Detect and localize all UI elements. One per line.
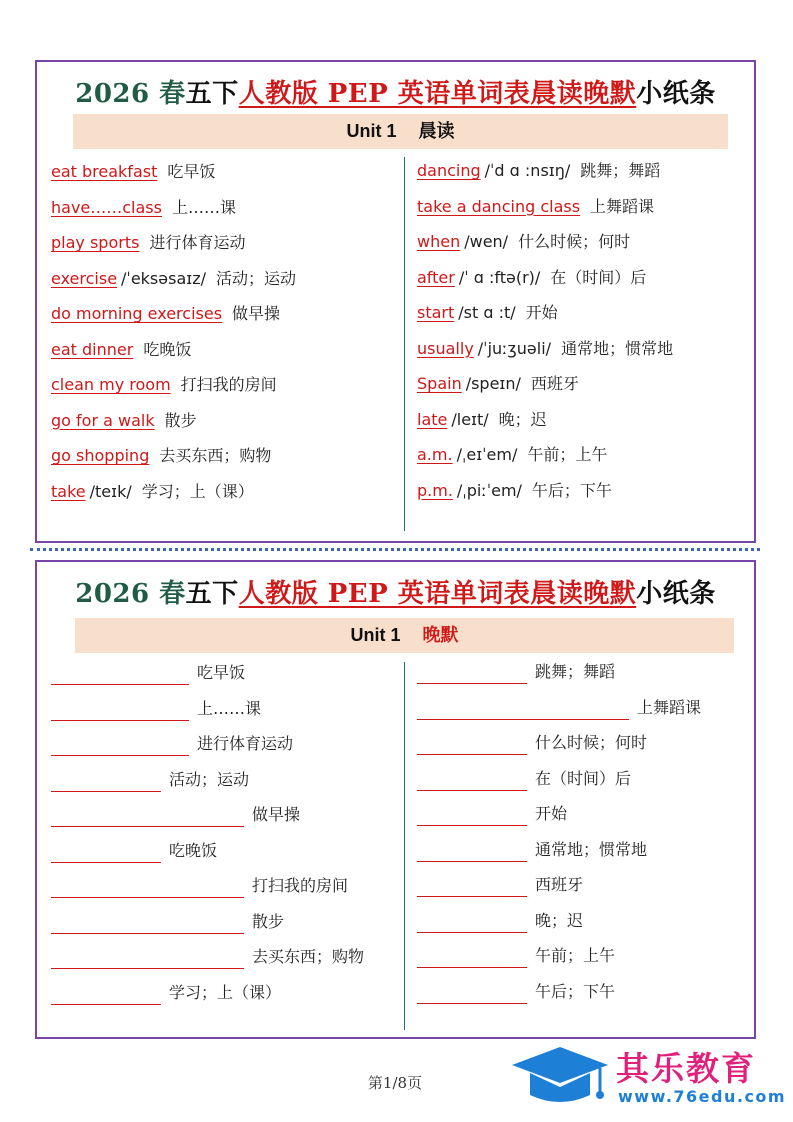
chinese-meaning: 散步 [252,911,285,931]
answer-blank[interactable] [51,879,244,898]
english-word: eat dinner [51,339,134,359]
chinese-meaning: 上……课 [197,698,262,718]
panel-title: 2026 春五下人教版 PEP 英语单词表晨读晚默小纸条 [75,579,716,609]
english-word: usually [417,338,474,358]
chinese-meaning: 学习；上（课） [169,982,282,1002]
answer-blank[interactable] [417,772,527,791]
column-divider [404,157,405,531]
word-row [51,160,215,184]
dictation-row [51,910,284,934]
dictation-row [417,980,615,1004]
chinese-meaning: 吃晚饭 [143,339,192,359]
chinese-meaning: 午后；下午 [531,480,612,500]
phonetic: /ˈeksəsaɪz/ [121,268,206,288]
chinese-meaning: 在（时间）后 [550,267,647,287]
chinese-meaning: 做早操 [252,805,301,824]
phonetic: /ˈ ɑ :ftə(r)/ [458,267,541,287]
english-word: take [51,481,86,501]
english-word: start [417,303,455,322]
english-word: p.m. [417,480,453,500]
chinese-meaning: 吃早饭 [167,162,216,181]
answer-blank[interactable] [51,808,244,827]
chinese-meaning: 活动；运动 [215,268,296,288]
word-row [417,337,673,361]
english-word: play sports [51,233,140,252]
english-word: clean my room [51,375,171,394]
answer-blank[interactable] [51,950,244,969]
chinese-meaning: 西班牙 [530,374,579,393]
english-word: Spain [417,374,462,393]
english-word: do morning exercises [51,304,223,323]
word-row [51,267,296,291]
chinese-meaning: 吃早饭 [197,663,246,682]
english-word: after [417,267,455,287]
chinese-meaning: 进行体育运动 [197,734,294,753]
word-row [417,408,547,432]
answer-blank[interactable] [417,949,527,968]
chinese-meaning: 上……课 [171,197,236,217]
english-word: late [417,409,448,429]
dictation-row [417,838,647,862]
english-word: go shopping [51,446,150,465]
column-divider [404,662,405,1030]
dictation-row [417,873,583,897]
chinese-meaning: 上舞蹈课 [637,697,702,717]
chinese-meaning: 活动；运动 [169,769,250,789]
chinese-meaning: 在（时间）后 [535,768,632,788]
dictation-row [417,731,647,755]
answer-blank[interactable] [51,986,161,1005]
word-row [51,338,191,362]
answer-blank[interactable] [417,701,629,720]
phonetic: /st ɑ :t/ [458,303,516,322]
phonetic: /teɪk/ [89,481,132,501]
chinese-meaning: 开始 [535,804,568,823]
phonetic: /ˈd ɑ :nsɪŋ/ [484,161,571,180]
word-row [417,301,558,325]
answer-blank[interactable] [51,844,161,863]
word-row [51,444,271,468]
answer-blank[interactable] [51,666,189,685]
phonetic: /ˌpiːˈem/ [456,480,522,500]
answer-blank[interactable] [417,985,527,1004]
chinese-meaning: 进行体育运动 [149,233,246,252]
cut-line [30,548,760,551]
brand-logo [508,1043,788,1115]
chinese-meaning: 什么时候；何时 [535,733,648,752]
english-word: eat breakfast [51,162,158,181]
chinese-meaning: 做早操 [232,304,281,323]
dictation-row [417,696,701,720]
chinese-meaning: 午后；下午 [535,981,616,1001]
phonetic: /wen/ [464,232,509,251]
word-row [51,373,277,397]
chinese-meaning: 午前；上午 [535,946,616,965]
chinese-meaning: 打扫我的房间 [180,375,277,394]
brand-url: www.76edu.com [618,1087,787,1106]
chinese-meaning: 去买东西；购物 [159,446,272,465]
chinese-meaning: 晚；迟 [535,910,584,930]
dictation-row [51,945,364,969]
phonetic: /ˌeɪˈem/ [456,445,518,464]
english-word: when [417,232,461,251]
word-row [417,195,654,219]
phonetic: /leɪt/ [451,409,489,429]
word-row [51,231,245,255]
answer-blank[interactable] [51,915,244,934]
chinese-meaning: 吃晚饭 [169,840,218,860]
word-row [417,443,607,467]
graduation-cap-icon [508,1043,612,1113]
chinese-meaning: 打扫我的房间 [252,876,349,895]
dictation-row [417,944,615,968]
word-row [51,302,280,326]
word-row [51,409,197,433]
word-row [417,266,646,290]
chinese-meaning: 跳舞；舞蹈 [580,161,661,180]
word-row [417,479,612,503]
answer-blank[interactable] [51,702,189,721]
phonetic: /ˈjuːʒuəli/ [477,338,552,358]
dictation-row [51,732,293,756]
morning-reading-panel [35,60,756,543]
chinese-meaning: 跳舞；舞蹈 [535,662,616,681]
mode-label: 晚默 [422,625,459,645]
chinese-meaning: 学习；上（课） [141,481,254,501]
phonetic: /speɪn/ [465,374,521,393]
chinese-meaning: 去买东西；购物 [252,947,365,966]
dictation-row [417,802,567,826]
dictation-row [417,660,615,684]
answer-blank[interactable] [417,914,527,933]
answer-blank[interactable] [417,665,527,684]
word-row [51,480,254,504]
chinese-meaning: 午前；上午 [527,445,608,464]
chinese-meaning: 通常地；惯常地 [535,839,648,859]
english-word: have……class [51,197,162,217]
mode-label: 晨读 [418,121,455,141]
unit-label: Unit 1 [350,625,401,645]
english-word: go for a walk [51,410,155,430]
brand-name: 其乐教育 [616,1049,756,1088]
evening-dictation-panel [35,560,756,1039]
unit-label: Unit 1 [346,121,397,141]
answer-blank[interactable] [417,878,527,897]
chinese-meaning: 上舞蹈课 [590,196,655,216]
chinese-meaning: 通常地；惯常地 [561,338,674,358]
answer-blank[interactable] [417,736,527,755]
dictation-row [51,697,261,721]
chinese-meaning: 西班牙 [535,875,584,894]
answer-blank[interactable] [51,773,161,792]
word-row [417,230,630,254]
panel-title: 2026 春五下人教版 PEP 英语单词表晨读晚默小纸条 [75,79,716,109]
dictation-row [417,767,631,791]
dictation-row [51,874,348,898]
chinese-meaning: 什么时候；何时 [518,232,631,251]
dictation-row [51,803,300,827]
unit-header-bar [75,618,734,653]
word-row [417,159,660,183]
chinese-meaning: 晚；迟 [498,409,547,429]
dictation-row [51,839,217,863]
answer-blank[interactable] [417,843,527,862]
unit-header-bar [73,114,728,149]
answer-blank[interactable] [417,807,527,826]
word-row [417,372,579,396]
dictation-row [51,768,249,792]
english-word: a.m. [417,445,453,464]
chinese-meaning: 开始 [525,303,558,322]
english-word: dancing [417,161,481,180]
page-number: 第1/8页 [367,1074,423,1092]
english-word: take a dancing class [417,196,581,216]
word-row [51,196,236,220]
answer-blank[interactable] [51,737,189,756]
english-word: exercise [51,268,118,288]
dictation-row [417,909,583,933]
dictation-row [51,661,245,685]
chinese-meaning: 散步 [164,410,197,430]
dictation-row [51,981,281,1005]
